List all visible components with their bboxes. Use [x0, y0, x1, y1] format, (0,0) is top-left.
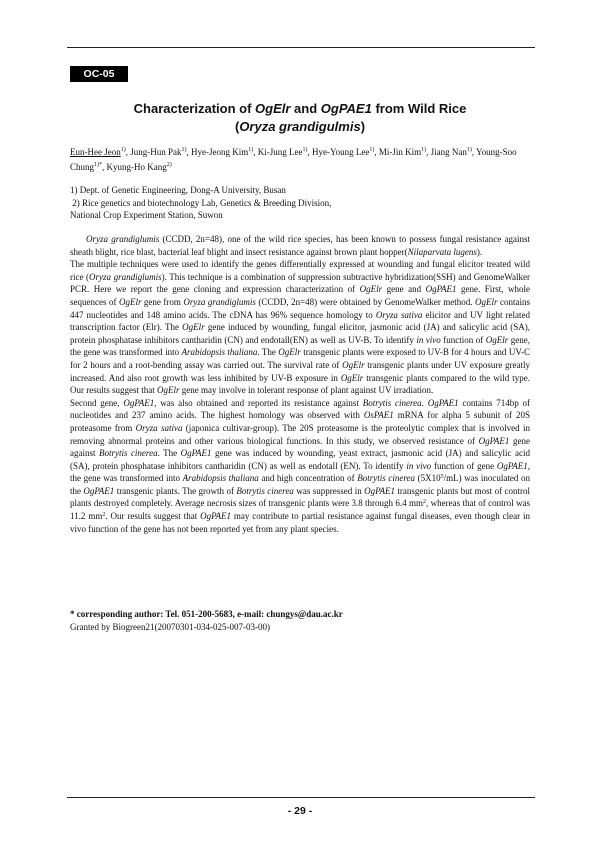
text-run: elicitor and UV light related transcription factor (Elr). The	[70, 309, 530, 333]
text-run: gene, the gene was transformed into	[70, 334, 530, 358]
title-paren-close: )	[360, 119, 366, 134]
text-run: was suppressed in	[293, 485, 365, 496]
title-gene-1: OgElr	[255, 101, 291, 116]
text-run: function of gene	[431, 460, 497, 471]
text-run: gene. First, whole sequences of	[70, 284, 531, 307]
affiliation-2: 2) Rice genetics and biotechnology Lab, Genetics & Breeding Division,	[70, 197, 332, 208]
italic-term: OgPAE1	[496, 460, 528, 471]
italic-term: Oryza grandiglumis	[86, 234, 160, 244]
italic-term: OsPAE1	[363, 410, 394, 421]
author-name: Hye-Young Lee	[311, 147, 370, 157]
abstract	[70, 233, 530, 535]
author-affiliation-mark: 1)	[421, 147, 427, 153]
italic-term: Botrytis cinerea	[362, 397, 422, 408]
superscript: 2	[102, 512, 106, 519]
text-run: /mL) was inoculated on the	[70, 473, 531, 496]
grant-note: Granted by Biogreen21(20070301-034-025-007-03-00)	[70, 622, 270, 632]
author-name: Eun-Hee Jeon	[70, 147, 121, 157]
italic-term: Botrytis cinerea	[98, 448, 158, 459]
title-gene-2: OgPAE1	[320, 101, 372, 116]
affiliations	[70, 184, 540, 222]
text-run: . Our results suggest that	[105, 511, 201, 522]
paper-title	[70, 100, 530, 136]
author	[312, 147, 374, 157]
text-run: ). This technique is a combination of suppression subtractive hybridization(SSH) and GenomeWalker PCR. Here we report the gene cloning and expression characterization of	[70, 271, 530, 295]
text-run: gene against	[70, 435, 530, 459]
text-run: (japonica cultivar-group). The 20S proteasome is the proteolytic complex that is involved in removing abnormal proteins and other various biological functions. In this study, we observed resistance of	[70, 422, 531, 446]
author-name: Jiang Nan	[430, 147, 467, 157]
italic-term: Arabidopsis thaliana	[182, 473, 259, 484]
text-run: gene from	[141, 296, 184, 307]
text-run: (CCDD, 2n=48), one of the wild rice species, has been known to possess fungal resistance against sheath blight, rice blast, bacterial leaf blight and insect resistance against brown plant hopper(	[70, 234, 530, 257]
text-run: and high concentration of	[258, 473, 358, 484]
affiliation-2-cont: National Crop Experiment Station, Suwon	[70, 210, 223, 220]
title-paren-open: (	[234, 119, 240, 134]
author	[70, 147, 126, 157]
italic-term: OgPAE1	[180, 448, 212, 459]
text-run: function of	[440, 334, 486, 345]
session-badge: OC-05	[70, 66, 128, 82]
author-affiliation-mark: 1)	[120, 147, 126, 153]
italic-term: in vivo	[416, 334, 441, 345]
italic-term: OgPAE1	[83, 485, 115, 496]
text-run: mRNA for alpha 5 subunit of 20S proteasome from	[70, 410, 530, 433]
italic-term: Oryza sativa	[135, 422, 183, 433]
text-run: gene and	[382, 284, 426, 295]
abstract-paragraph-1	[70, 233, 530, 258]
italic-term: Oryza grandiglumis	[183, 296, 256, 307]
page-number: - 29 -	[287, 805, 313, 817]
italic-term: OgElr	[475, 296, 498, 307]
author	[379, 147, 426, 157]
author-affiliation-mark: 1)*	[94, 162, 103, 168]
text-run: The multiple techniques were used to identify the genes differentially expressed at wounding and fungal elicitor treated wild rice (	[70, 259, 530, 282]
author-affiliation-mark: 1)	[181, 147, 187, 153]
author	[431, 147, 472, 157]
italic-term: OgPAE1	[425, 284, 457, 295]
superscript: 2	[423, 499, 427, 506]
title-species: Oryza grandigulmis	[239, 119, 361, 134]
text-run: contains 447 nucleotides and 148 amino acids. The cDNA has 96% sequence homology to	[70, 296, 531, 320]
italic-term: OgElr	[157, 385, 180, 396]
title-text-post: from Wild Rice	[371, 101, 467, 116]
italic-term: OgElr	[118, 296, 142, 307]
author-affiliation-mark: 1)	[466, 147, 472, 153]
text-run: transgenic plants were exposed to UV-B for 4 hours and UV-C for 2 hours and a root-bending assay was carried out. The survival rate of	[70, 347, 531, 370]
author	[258, 147, 308, 157]
superscript: 5	[440, 474, 444, 481]
italic-term: Botrytis cinerea	[357, 473, 416, 484]
italic-term: OgElr	[342, 359, 365, 370]
text-run: gene may involve in tolerant response of plant against UV irradiation.	[179, 385, 434, 396]
text-run: ).	[476, 246, 483, 257]
author-name: Mi-Jin Kim	[378, 147, 422, 157]
italic-term: OgPAE1	[123, 397, 155, 408]
abstract-paragraph-2	[70, 258, 530, 397]
title-text-and: and	[290, 101, 321, 116]
text-run: Second gene,	[70, 397, 124, 408]
text-run: , was also obtained and reported its resistance against	[154, 397, 363, 408]
author-affiliation-mark: 1)	[369, 147, 375, 153]
italic-term: OgElr	[278, 347, 301, 358]
italic-term: OgElr	[182, 322, 205, 333]
text-run: transgenic plants compared to the wild type. Our results suggest that	[70, 372, 530, 396]
italic-term: OgElr	[340, 372, 364, 383]
corresponding-author: * corresponding author: Tel. 051-200-5683, e-mail: chungys@dau.ac.kr	[70, 609, 343, 619]
text-run: transgenic plants but most of control plants destroyed completely. Average necrosis sizes of transgenic plants were 3.8 through 6.4 mm	[70, 485, 530, 509]
top-rule	[67, 47, 535, 48]
italic-term: Arabidopsis thaliana	[181, 347, 258, 358]
author	[107, 162, 172, 172]
italic-term: OgPAE1	[478, 435, 510, 446]
italic-term: OgElr	[485, 334, 509, 345]
text-run: gene was induced by wounding, yeast extract, jasmonic acid (JA) and salicylic acid (SA), protein phosphatase inhibitors cantharidin (CN) as well as endotall (EN). To identify	[70, 448, 530, 471]
text-run: (CCDD, 2n=48) were obtained by GenomeWalker method.	[255, 296, 476, 307]
bottom-rule	[67, 797, 535, 798]
italic-term: in vivo	[406, 460, 432, 471]
author-name: Young-Soo Chung	[70, 147, 517, 172]
text-run: . The	[157, 448, 181, 459]
italic-term: Oryza grandiglumis	[89, 271, 162, 282]
author-name: Jung-Hun Pak	[130, 147, 182, 157]
text-run: . The	[257, 347, 279, 358]
author-affiliation-mark: 1)	[248, 147, 254, 153]
italic-term: Nilaparvata lugens	[407, 246, 477, 257]
text-run: transgenic plants. The growth of	[114, 485, 237, 496]
italic-term: OgPAE1	[427, 397, 459, 408]
affiliation-1: 1) Dept. of Genetic Engineering, Dong-A University, Busan	[70, 185, 286, 195]
text-run: contains 714bp of nucleotides and 237 amino acids. The highest homology was observed with	[70, 397, 530, 421]
author-name: Kyung-Ho Kang	[106, 162, 167, 172]
italic-term: OgPAE1	[364, 485, 395, 496]
author-name: Ki-Jung Lee	[257, 147, 303, 157]
author-affiliation-mark: 2)	[166, 162, 172, 168]
italic-term: Botrytis cinerea	[236, 485, 294, 496]
text-run: , whereas that of control was 11.2 mm	[70, 498, 531, 522]
text-run: , the gene was transformed into	[70, 460, 530, 484]
author-name: Hye-Jeong Kim	[190, 147, 249, 157]
italic-term: OgPAE1	[200, 511, 231, 522]
italic-term: Oryza sativa	[375, 309, 423, 320]
author	[191, 147, 253, 157]
author-affiliation-mark: 1)	[302, 147, 308, 153]
italic-term: OgElr	[359, 284, 383, 295]
text-run: .	[421, 397, 428, 408]
author	[130, 147, 186, 157]
abstract-paragraph-3	[70, 397, 530, 536]
footer-notes	[70, 608, 540, 634]
text-run: transgenic plants under UV exposure greatly increased. And also root growth was less inhibited by UV-B exposure in	[70, 359, 530, 383]
title-text-pre: Characterization of	[133, 101, 256, 116]
text-run: may contribute to partial resistance against fungal diseases, even though clear in vivo function of the gene has not been reported yet from any plant species.	[70, 511, 530, 534]
text-run: (5X10	[415, 473, 441, 484]
text-run: gene induced by wounding, fungal elicitor, jasmonic acid (JA) and salicylic acid (SA), protein phosphatase inhibitors cantharidin (CN) and endotall(EN) as well as UV-B. To identify	[70, 322, 530, 345]
author-list: Eun-Hee Jeon$^{1)}$, Jung-Hun Pak$^{1)}$, Hye-Jeong Kim$^{1)}$, Ki-Jung Lee$^{1)}$, Hye-Young Lee$^{1)}$, Mi-Jin Kim$^{1)}$, Jiang Nan$^{1)}$, Young-Soo Chung$^{1)*}$, Kyung-Ho Kang$^{2)}$	[70, 147, 517, 172]
